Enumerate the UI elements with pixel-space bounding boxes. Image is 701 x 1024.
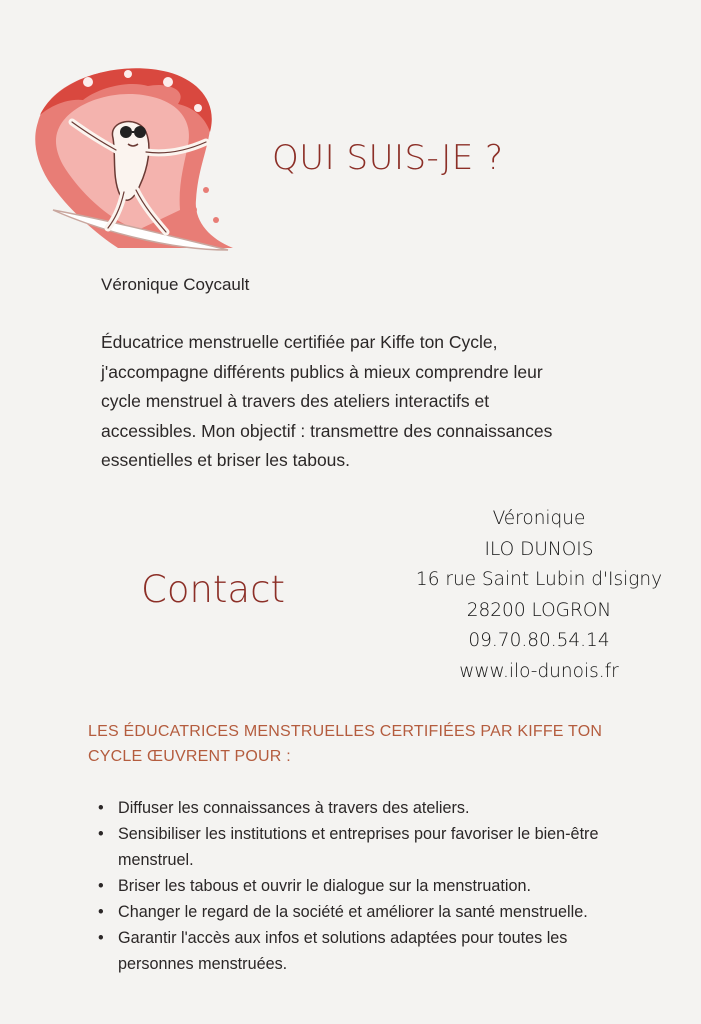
contact-name: Véronique [492,508,586,529]
mission-list-item: • Garantir l'accès aux infos et solutions adaptées pour toutes les personnes menstruées. [98,925,638,977]
surfing-pad-mascot-icon [28,60,238,252]
contact-website-link[interactable]: www.ilo-dunois.fr [459,660,619,682]
contact-postcode-city: 28200 LOGRON [466,599,612,621]
mission-list-item: • Briser les tabous et ouvrir le dialogue sur la menstruation. [98,873,638,899]
page-title: QUI SUIS-JE ? [272,138,504,178]
mission-list [98,795,638,977]
mission-heading: LES ÉDUCATRICES MENSTRUELLES CERTIFIÉES PAR KIFFE TON CYCLE ŒUVRENT POUR : [88,723,603,765]
contact-phone: 09.70.80.54.14 [468,630,610,651]
contact-heading: Contact [141,568,285,611]
mission-list-item: • Diffuser les connaissances à travers des ateliers. [98,795,638,821]
surfing-mascot-illustration [28,60,238,252]
educator-bio: Éducatrice menstruelle certifiée par Kiffe ton Cycle, j'accompagne différents publics à mieux comprendre leur cycle menstruel à travers des ateliers interactifs et accessibles. Mon objectif : transmettre des connaissances essentielles et briser les tabous. [101,332,553,470]
contact-organization: ILO DUNOIS [484,538,594,560]
contact-street: 16 rue Saint Lubin d'Isigny [415,569,663,590]
educator-name: Véronique Coycault [101,275,250,294]
mission-list-item: • Sensibiliser les institutions et entreprises pour favoriser le bien-être menstruel. [98,821,638,873]
mission-list-item: • Changer le regard de la société et améliorer la santé menstruelle. [98,899,638,925]
contact-address-block [398,504,680,687]
